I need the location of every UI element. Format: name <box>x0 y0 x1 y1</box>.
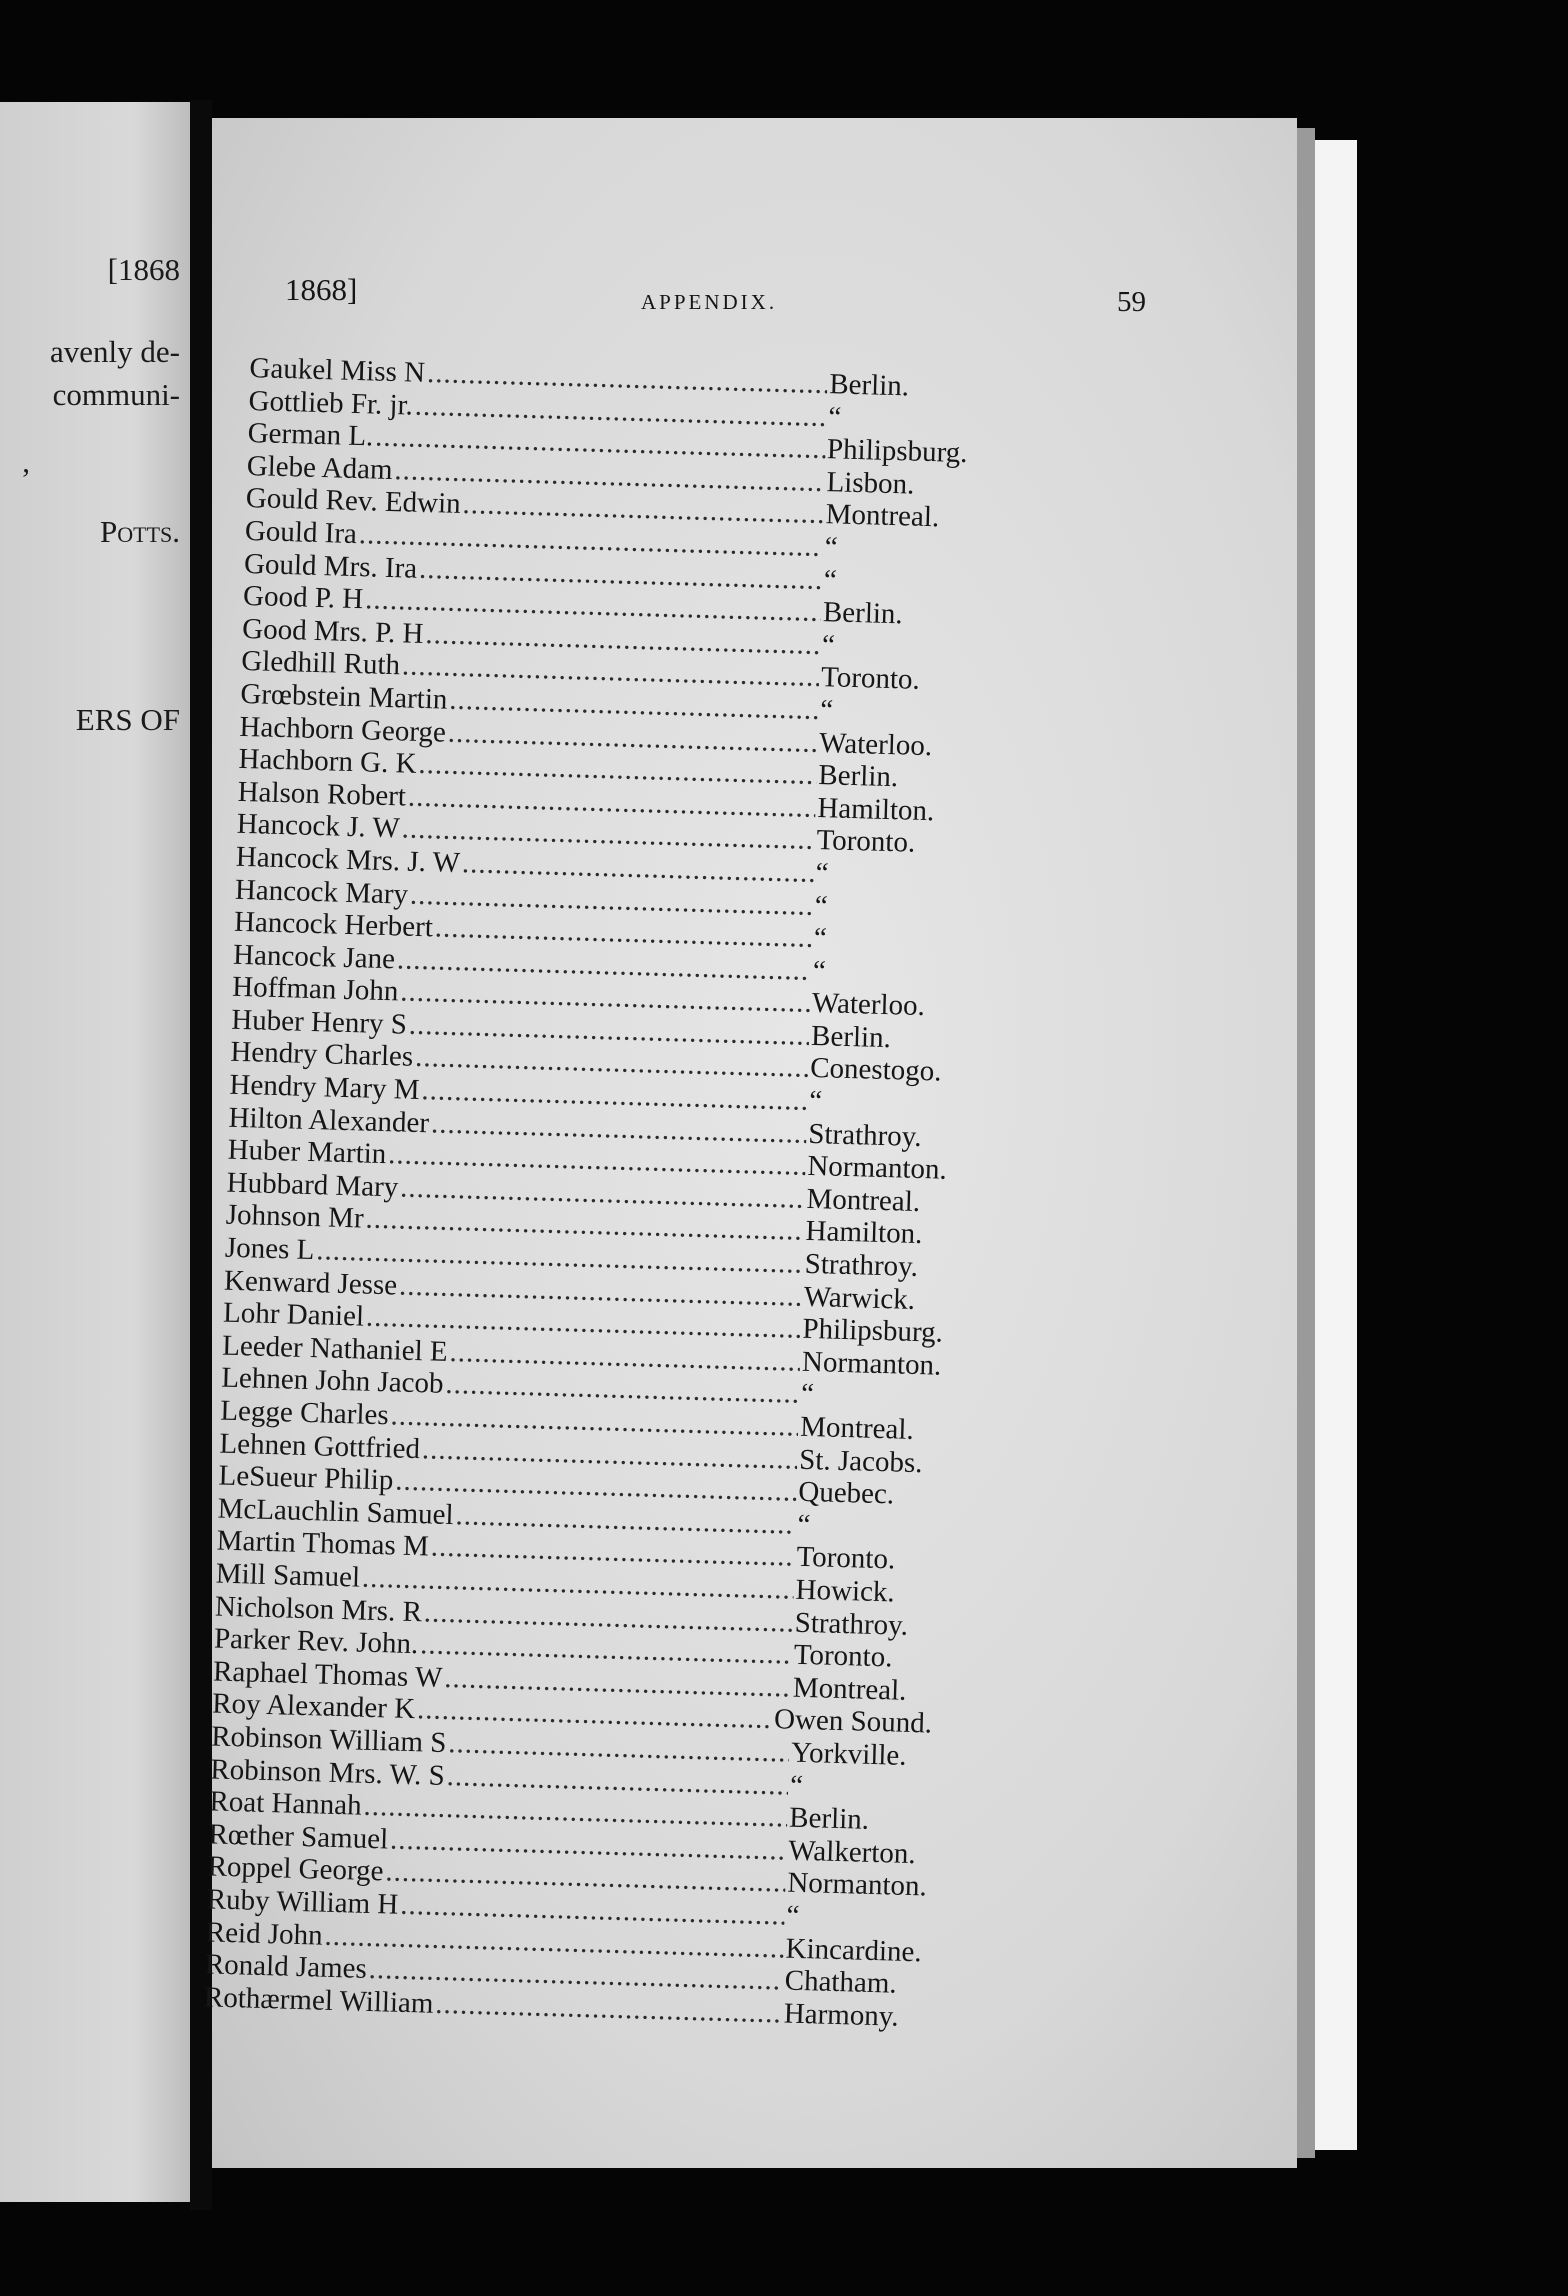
entry-name: Good P. H <box>242 580 364 616</box>
entry-name: Jones L <box>224 1231 315 1267</box>
entry-name: Reid John <box>205 1915 324 1952</box>
entry-name: Gaukel Miss N <box>249 352 426 389</box>
entry-place: Quebec. <box>797 1475 895 1511</box>
entry-name: Roy Alexander K <box>211 1687 416 1726</box>
entry-place: Toronto. <box>816 824 916 860</box>
entry-place: “ <box>813 922 828 955</box>
entry-name: Rœther Samuel <box>208 1818 389 1856</box>
entry-place: Berlin. <box>822 596 904 631</box>
entry-name: Hancock Herbert <box>233 905 434 944</box>
left-page-line: communi- <box>52 377 180 412</box>
left-page-fragment <box>0 102 190 2202</box>
entry-place: Montreal. <box>799 1410 915 1446</box>
entry-name: Huber Martin <box>227 1133 387 1171</box>
left-page-line: , <box>22 444 30 479</box>
left-page-line: Potts. <box>100 514 180 549</box>
entry-place: Philipsburg. <box>802 1313 944 1349</box>
entry-place: “ <box>812 954 827 988</box>
entry-place: Chatham. <box>784 1964 898 2000</box>
entry-place: Warwick. <box>803 1280 916 1316</box>
entry-place: Berlin. <box>810 1019 892 1055</box>
subscriber-list <box>204 352 970 2034</box>
page-number: 59 <box>1117 286 1146 318</box>
entry-name: Leeder Nathaniel E <box>221 1329 449 1368</box>
entry-place: Philipsburg. <box>826 433 968 470</box>
entry-name: Hendry Mary M <box>229 1068 420 1107</box>
entry-place: Lisbon. <box>826 465 915 501</box>
entry-name: Gould Rev. Edwin <box>245 482 462 521</box>
page-edge-shadow <box>1297 128 1315 2158</box>
entry-place: Toronto. <box>793 1638 893 1674</box>
entry-name: Lehnen Gottfried <box>219 1427 421 1465</box>
entry-place: Berlin. <box>788 1801 870 1836</box>
entry-place: “ <box>789 1769 804 1802</box>
entry-name: Ronald James <box>204 1948 368 1985</box>
entry-name: Rothærmel William <box>203 1981 434 2020</box>
entry-place: Berlin. <box>817 759 899 794</box>
entry-place: Howick. <box>795 1573 896 1609</box>
entry-name: Hubbard Mary <box>226 1166 399 1204</box>
entry-name: Hancock Jane <box>232 938 396 975</box>
entry-place: “ <box>823 563 838 597</box>
left-page-line: avenly de- <box>50 334 180 369</box>
entry-name: Gledhill Ruth <box>240 645 401 682</box>
entry-name: Roat Hannah <box>209 1785 363 1822</box>
running-title: APPENDIX. <box>641 290 778 314</box>
entry-name: Gottlieb Fr. jr. <box>248 384 414 422</box>
entry-name: Martin Thomas M <box>216 1524 430 1563</box>
entry-place: “ <box>808 1084 823 1118</box>
entry-name: Robinson William S <box>210 1720 447 1759</box>
page-edge <box>1315 140 1357 2150</box>
entry-place: Toronto. <box>820 661 921 697</box>
entry-name: Roppel George <box>207 1850 384 1888</box>
entry-name: Hachborn George <box>239 710 447 749</box>
entry-name: Kenward Jesse <box>223 1264 398 1302</box>
entry-place: “ <box>819 694 834 727</box>
entry-name: Hendry Charles <box>229 1036 414 1074</box>
entry-place: “ <box>827 400 842 434</box>
entry-place: Montreal. <box>792 1671 907 1707</box>
entry-name: Gould Ira <box>244 514 358 551</box>
entry-name: Ruby William H <box>206 1883 399 1921</box>
entry-name: Hoffman John <box>231 971 399 1008</box>
entry-place: Yorkville. <box>790 1736 908 1772</box>
entry-name: Hancock Mary <box>234 873 409 911</box>
entry-name: Glebe Adam <box>246 449 393 486</box>
entry-name: LeSueur Philip <box>218 1459 394 1497</box>
entry-name: Hilton Alexander <box>228 1101 430 1139</box>
entry-place: “ <box>786 1899 800 1932</box>
entry-place: Toronto. <box>796 1541 896 1576</box>
entry-name: Good Mrs. P. H <box>241 612 424 650</box>
entry-place: Montreal. <box>825 498 940 534</box>
entry-name: Hancock J. W <box>236 808 401 845</box>
entry-place: Walkerton. <box>787 1834 917 1870</box>
entry-name: Huber Henry S <box>230 1003 408 1041</box>
entry-name: Halson Robert <box>237 775 407 813</box>
entry-name: Johnson Mr <box>225 1199 365 1235</box>
entry-place: Owen Sound. <box>773 1703 933 1740</box>
page-header <box>285 272 1165 322</box>
entry-name: Nicholson Mrs. R <box>214 1590 423 1628</box>
entry-place: Strathroy. <box>804 1247 919 1284</box>
entry-place: “ <box>800 1378 815 1411</box>
entry-place: “ <box>814 889 829 922</box>
entry-name: Hachborn G. K <box>238 742 417 780</box>
entry-name: Raphael Thomas W <box>212 1655 443 1694</box>
entry-name: Gould Mrs. Ira <box>243 547 418 585</box>
entry-name: Grœbstein Martin <box>240 677 448 716</box>
entry-place: Hamilton. <box>817 791 935 827</box>
left-page-line: [1868 <box>107 252 180 287</box>
entry-name: Lehnen John Jacob <box>220 1362 444 1401</box>
entry-place: Strathroy. <box>807 1117 923 1153</box>
entry-name: Robinson Mrs. W. S <box>209 1752 446 1792</box>
entry-place: “ <box>821 628 836 662</box>
entry-place: “ <box>815 856 829 890</box>
entry-place: Montreal. <box>806 1182 921 1218</box>
entry-place: “ <box>824 531 839 564</box>
entry-place: “ <box>797 1508 811 1541</box>
entry-place: Normanton. <box>807 1150 948 1187</box>
entry-place: Harmony. <box>783 1997 900 2033</box>
entry-name: McLauchlin Samuel <box>217 1492 455 1531</box>
entry-place: Waterloo. <box>818 726 933 762</box>
entry-place: Normanton. <box>787 1866 928 1903</box>
entry-place: Kincardine. <box>785 1932 923 1968</box>
entry-place: Waterloo. <box>811 987 926 1023</box>
entry-name: Parker Rev. John. <box>213 1622 419 1661</box>
entry-name: Mill Samuel <box>215 1557 361 1594</box>
entry-name: Lohr Daniel <box>222 1296 365 1333</box>
entry-place: Hamilton. <box>805 1215 923 1251</box>
entry-place: Normanton. <box>801 1345 942 1382</box>
entry-place: Berlin. <box>828 368 910 403</box>
entry-name: Hancock Mrs. J. W <box>235 840 461 879</box>
entry-place: St. Jacobs. <box>798 1443 923 1479</box>
entry-place: Strathroy. <box>794 1606 909 1642</box>
entry-place: Conestogo. <box>809 1052 942 1089</box>
header-year: 1868] <box>285 272 358 307</box>
entry-name: German L. <box>247 417 374 453</box>
left-page-line: ERS OF <box>75 702 180 737</box>
entry-name: Legge Charles <box>219 1394 390 1432</box>
